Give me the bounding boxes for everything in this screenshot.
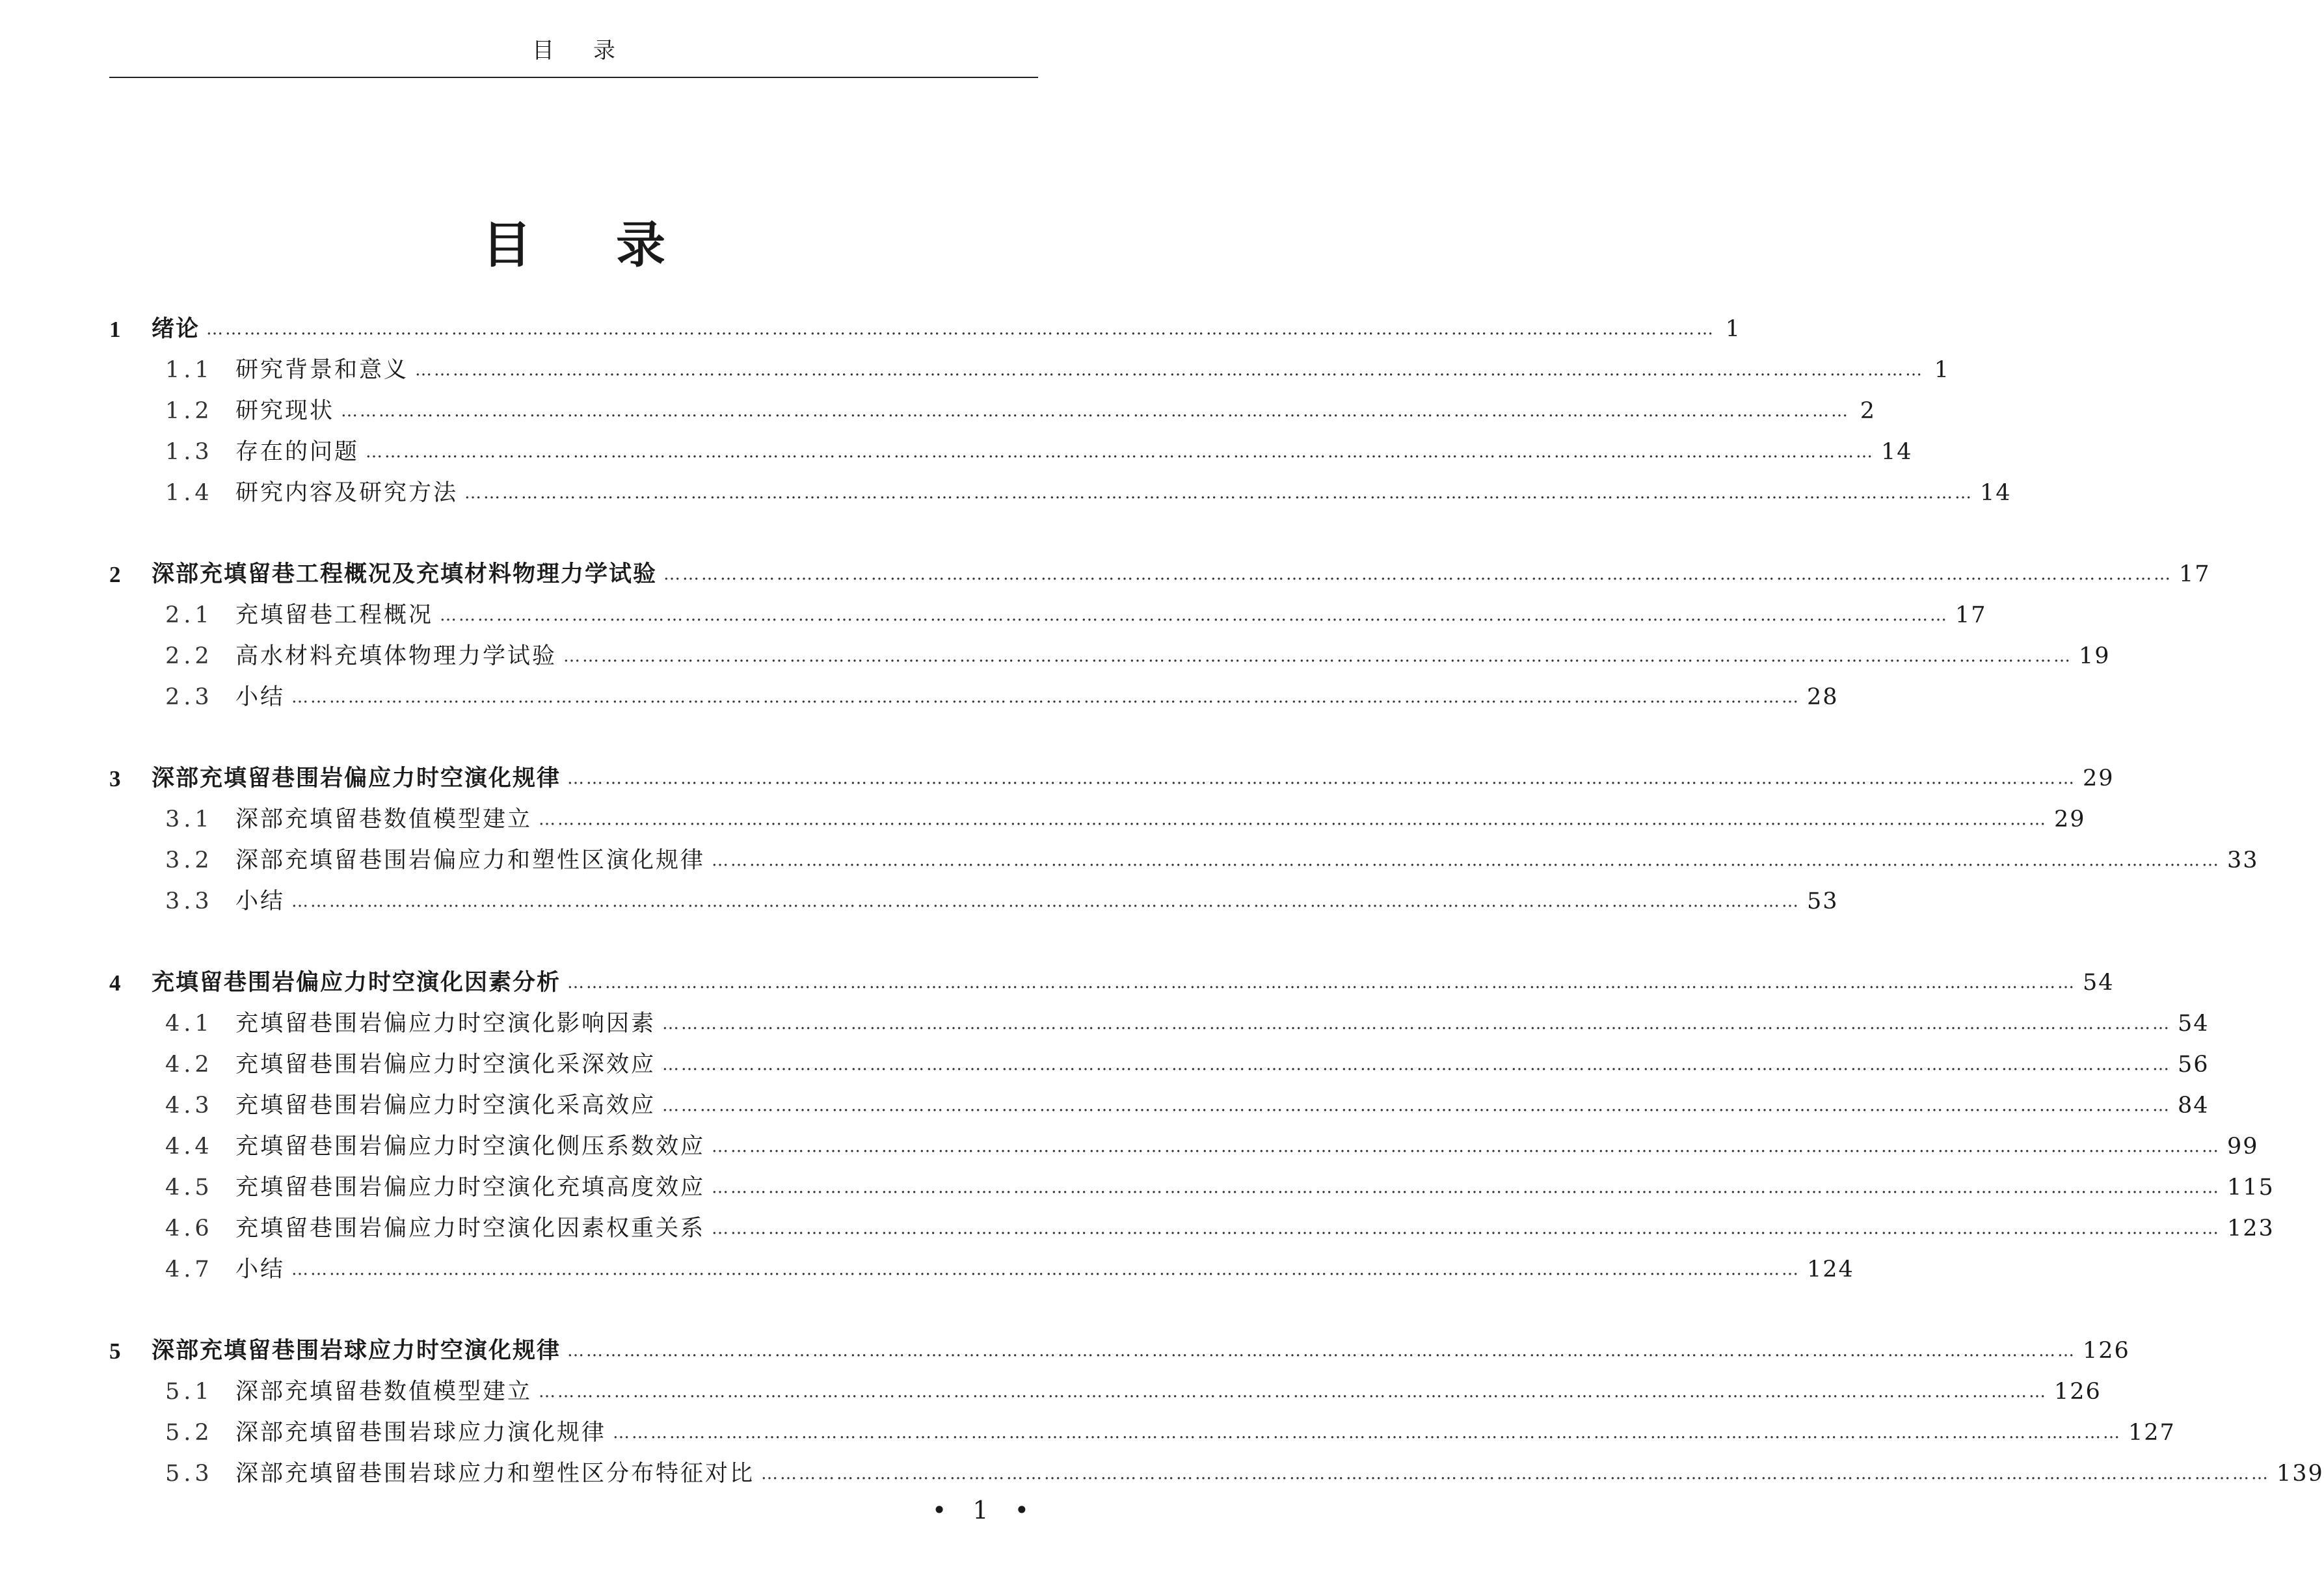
dot-leader: …………………………………………………………………………………………………………………………………………………………………………………………………………………… [291, 1260, 1801, 1279]
toc-chapter-block [109, 1331, 2324, 1495]
toc-section-entry[interactable] [109, 799, 2086, 840]
page-number-ref: 126 [2083, 1338, 2130, 1364]
page-number-ref: 1 [1934, 357, 1951, 383]
toc-section-entry[interactable] [109, 1249, 1854, 1290]
section-title: 小结 [235, 888, 286, 914]
section-number: 4.2 [165, 1052, 213, 1078]
section-number: 1.2 [165, 398, 213, 424]
page-number-ref: 14 [1881, 439, 1913, 465]
dot-leader: …………………………………………………………………………………………………………………………………………………………………………………………………………………… [366, 442, 1875, 462]
toc-section-entry[interactable] [109, 1004, 2210, 1044]
section-number: 1.1 [165, 357, 213, 383]
section-title: 深部充填留巷围岩球应力和塑性区分布特征对比 [235, 1461, 755, 1487]
page-number-ref: 33 [2227, 847, 2259, 873]
section-number: 3.2 [165, 847, 213, 873]
section-title: 深部充填留巷围岩偏应力和塑性区演化规律 [235, 847, 706, 873]
toc-section-entry[interactable] [109, 677, 1839, 718]
section-title: 充填留巷工程概况 [235, 602, 434, 628]
page-number-ref: 123 [2227, 1216, 2275, 1242]
dot-leader: …………………………………………………………………………………………………………………………………………………………………………………………………………………… [663, 565, 2173, 584]
page-number: • 1 • [931, 1496, 1038, 1524]
chapter-number: 5 [109, 1338, 121, 1364]
toc-section-entry[interactable] [109, 1167, 2275, 1208]
toc-section-entry[interactable] [109, 432, 1913, 473]
dot-leader: …………………………………………………………………………………………………………………………………………………………………………………………………………………… [761, 1464, 2271, 1483]
section-number: 4.3 [165, 1093, 213, 1119]
toc-section-entry[interactable] [109, 1413, 2176, 1454]
dot-leader: …………………………………………………………………………………………………………………………………………………………………………………………………………………… [662, 1096, 2172, 1115]
section-number: 2.2 [165, 643, 213, 669]
toc-section-entry[interactable] [109, 636, 2111, 677]
dot-leader: …………………………………………………………………………………………………………………………………………………………………………………………………………………… [539, 810, 2048, 829]
dot-leader: …………………………………………………………………………………………………………………………………………………………………………………………………………………… [613, 1423, 2122, 1443]
toc-chapter-block [109, 554, 2211, 718]
dot-leader: …………………………………………………………………………………………………………………………………………………………………………………………………………………… [415, 360, 1925, 380]
page-number-ref: 14 [1980, 480, 2012, 506]
toc-chapter-entry[interactable] [109, 309, 1742, 350]
section-title: 充填留巷围岩偏应力时空演化充填高度效应 [235, 1175, 706, 1201]
dot-leader: …………………………………………………………………………………………………………………………………………………………………………………………………………………… [539, 1382, 2048, 1402]
dot-leader: …………………………………………………………………………………………………………………………………………………………………………………………………………………… [712, 851, 2221, 870]
toc-chapter-entry[interactable] [109, 758, 2115, 799]
toc-section-entry[interactable] [109, 1044, 2210, 1085]
chapter-number: 3 [109, 766, 121, 791]
toc-chapter-block [109, 963, 2275, 1290]
section-title: 深部充填留巷数值模型建立 [235, 1379, 533, 1405]
toc-chapter-entry[interactable] [109, 1331, 2130, 1372]
dot-leader: …………………………………………………………………………………………………………………………………………………………………………………………………………………… [662, 1055, 2172, 1074]
toc-section-entry[interactable] [109, 1454, 2324, 1495]
chapter-title: 绪论 [152, 316, 200, 342]
chapter-title: 深部充填留巷围岩球应力时空演化规律 [152, 1338, 561, 1364]
toc-section-entry[interactable] [109, 391, 1877, 432]
section-title: 充填留巷围岩偏应力时空演化侧压系数效应 [235, 1134, 706, 1160]
toc-section-entry[interactable] [109, 1126, 2259, 1167]
section-title: 深部充填留巷数值模型建立 [235, 806, 533, 832]
section-number: 1.3 [165, 439, 213, 465]
dot-leader: …………………………………………………………………………………………………………………………………………………………………………………………………………………… [464, 483, 1974, 503]
page-number-ref: 84 [2178, 1093, 2210, 1119]
dot-leader: …………………………………………………………………………………………………………………………………………………………………………………………………………………… [291, 892, 1801, 911]
section-number: 5.2 [165, 1420, 213, 1446]
section-title: 小结 [235, 684, 286, 710]
page-number-ref: 2 [1860, 398, 1877, 424]
page-number-ref: 56 [2178, 1052, 2210, 1078]
toc-chapter-entry[interactable] [109, 963, 2115, 1004]
dot-leader: …………………………………………………………………………………………………………………………………………………………………………………………………………………… [712, 1178, 2221, 1197]
dot-leader: …………………………………………………………………………………………………………………………………………………………………………………………………………………… [341, 401, 1850, 421]
page-number-ref: 115 [2227, 1175, 2275, 1201]
section-number: 4.7 [165, 1257, 213, 1283]
section-title: 充填留巷围岩偏应力时空演化影响因素 [235, 1011, 656, 1037]
page-number-ref: 1 [1725, 316, 1742, 342]
page-number-ref: 54 [2178, 1011, 2210, 1037]
chapter-number: 2 [109, 562, 121, 587]
dot-leader: …………………………………………………………………………………………………………………………………………………………………………………………………………………… [206, 319, 1716, 339]
dot-leader: …………………………………………………………………………………………………………………………………………………………………………………………………………………… [291, 687, 1801, 707]
section-number: 4.6 [165, 1216, 213, 1242]
page-number-ref: 29 [2054, 806, 2086, 832]
section-title: 充填留巷围岩偏应力时空演化采高效应 [235, 1093, 656, 1119]
page-number-ref: 17 [2179, 561, 2211, 587]
section-title: 小结 [235, 1257, 286, 1283]
dot-leader: …………………………………………………………………………………………………………………………………………………………………………………………………………………… [567, 1341, 2077, 1361]
toc-section-entry[interactable] [109, 1372, 2102, 1413]
section-number: 1.4 [165, 480, 213, 506]
dot-leader: …………………………………………………………………………………………………………………………………………………………………………………………………………………… [662, 1014, 2172, 1033]
page-number-ref: 53 [1807, 888, 1839, 914]
page-number-ref: 28 [1807, 684, 1839, 710]
page-number-ref: 124 [1807, 1257, 1854, 1283]
section-title: 充填留巷围岩偏应力时空演化因素权重关系 [235, 1216, 706, 1242]
section-number: 5.3 [165, 1461, 213, 1487]
section-number: 4.1 [165, 1011, 213, 1037]
section-title: 研究内容及研究方法 [235, 480, 459, 506]
toc-chapter-entry[interactable] [109, 554, 2211, 595]
dot-leader: …………………………………………………………………………………………………………………………………………………………………………………………………………………… [440, 605, 1949, 625]
dot-leader: …………………………………………………………………………………………………………………………………………………………………………………………………………………… [712, 1219, 2221, 1238]
page-title: 目录 [482, 216, 750, 274]
table-of-contents [109, 309, 2324, 1535]
page-number-ref: 126 [2054, 1379, 2102, 1405]
section-number: 2.3 [165, 684, 213, 710]
section-title: 深部充填留巷围岩球应力演化规律 [235, 1420, 607, 1446]
section-title: 高水材料充填体物理力学试验 [235, 643, 557, 669]
dot-leader: …………………………………………………………………………………………………………………………………………………………………………………………………………………… [567, 769, 2077, 788]
running-header: 目录 [532, 38, 654, 64]
chapter-title: 深部充填留巷围岩偏应力时空演化规律 [152, 765, 561, 791]
page-number-ref: 99 [2227, 1134, 2259, 1160]
section-title: 充填留巷围岩偏应力时空演化采深效应 [235, 1052, 656, 1078]
chapter-number: 1 [109, 317, 121, 342]
toc-section-entry[interactable] [109, 1208, 2275, 1249]
section-number: 4.5 [165, 1175, 213, 1201]
toc-section-entry[interactable] [109, 1085, 2210, 1126]
chapter-title: 充填留巷围岩偏应力时空演化因素分析 [152, 970, 561, 996]
page-number-ref: 127 [2128, 1420, 2176, 1446]
section-number: 4.4 [165, 1134, 213, 1160]
page-number-ref: 54 [2083, 970, 2115, 996]
header-rule [109, 77, 1038, 78]
toc-section-entry[interactable] [109, 350, 1951, 391]
toc-chapter-block [109, 309, 2012, 514]
section-title: 研究背景和意义 [235, 357, 409, 383]
dot-leader: …………………………………………………………………………………………………………………………………………………………………………………………………………………… [567, 973, 2077, 992]
dot-leader: …………………………………………………………………………………………………………………………………………………………………………………………………………………… [563, 646, 2073, 666]
toc-section-entry[interactable] [109, 881, 1839, 922]
page-number-ref: 19 [2079, 643, 2111, 669]
section-number: 2.1 [165, 602, 213, 628]
section-title: 研究现状 [235, 398, 335, 424]
toc-section-entry[interactable] [109, 595, 1987, 636]
toc-chapter-block [109, 758, 2259, 922]
page-number-ref: 29 [2083, 765, 2115, 791]
page-number-ref: 17 [1955, 602, 1987, 628]
chapter-title: 深部充填留巷工程概况及充填材料物理力学试验 [152, 561, 658, 587]
section-number: 5.1 [165, 1379, 213, 1405]
toc-section-entry[interactable] [109, 473, 2012, 514]
section-number: 3.3 [165, 888, 213, 914]
chapter-number: 4 [109, 970, 121, 996]
section-number: 3.1 [165, 806, 213, 832]
toc-section-entry[interactable] [109, 840, 2259, 881]
dot-leader: …………………………………………………………………………………………………………………………………………………………………………………………………………………… [712, 1137, 2221, 1156]
section-title: 存在的问题 [235, 439, 360, 465]
page-number-ref: 139 [2277, 1461, 2324, 1487]
